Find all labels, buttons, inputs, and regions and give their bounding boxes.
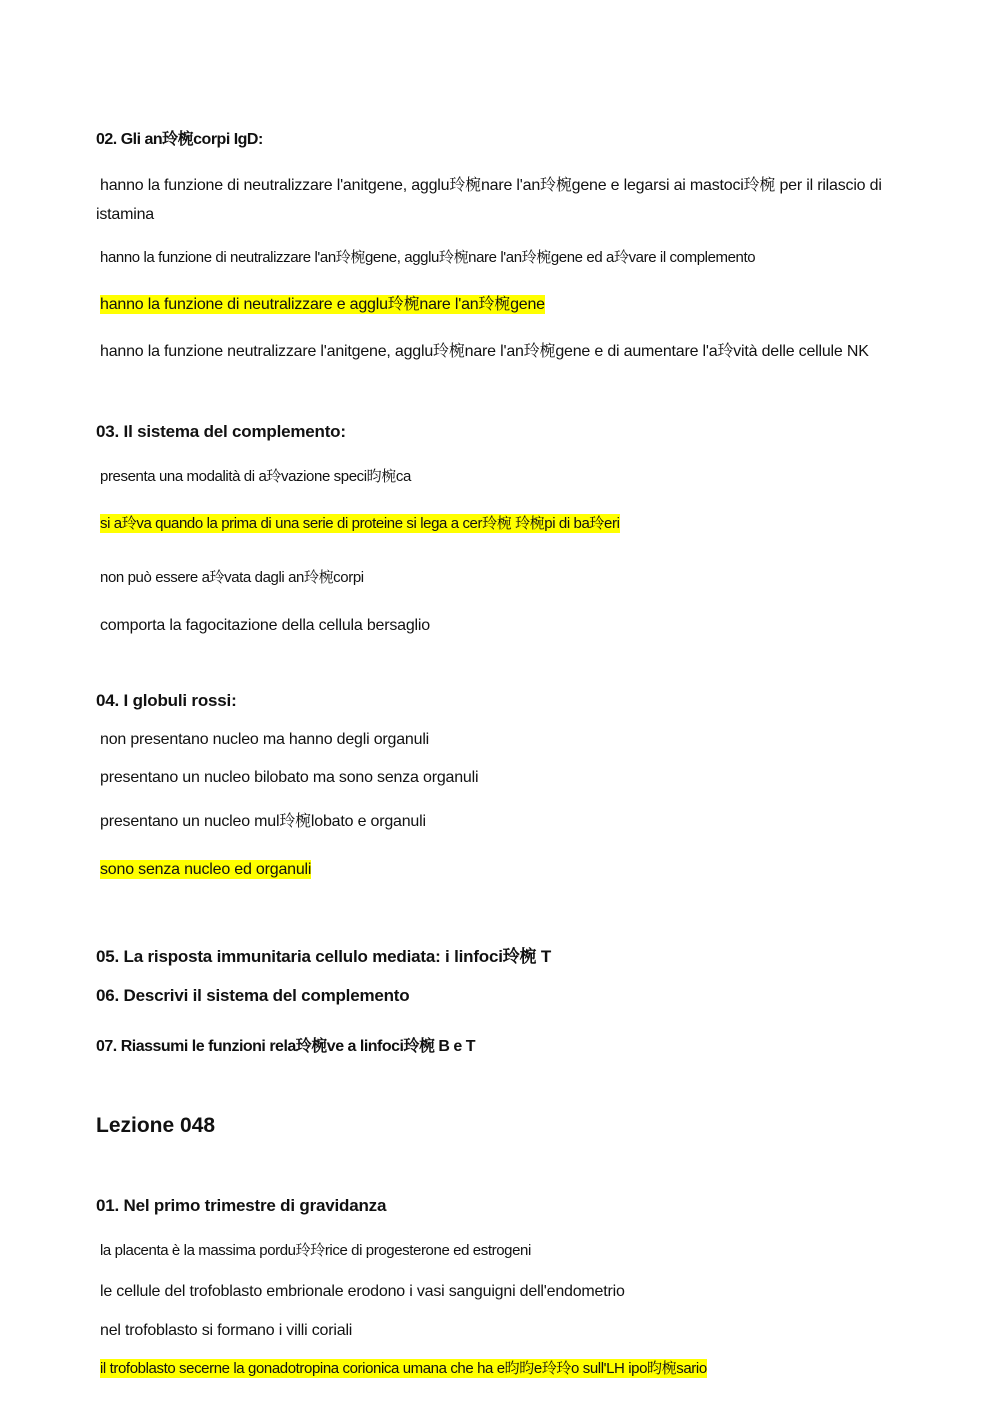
lesson-048-question-01-option-4 (100, 1358, 707, 1380)
question-02-option-2: hanno la funzione di neutralizzare l'an玲椀gene, agglu玲椀nare l'an玲椀gene ed a玲vare il complemento (100, 249, 756, 266)
answer-highlight: sono senza nucleo ed organuli (100, 861, 312, 878)
open-question-07: 07. Riassumi le funzioni rela玲椀ve a linfoci玲椀 B e T (96, 1038, 476, 1055)
open-question-05: 05. La risposta immunitaria cellulo mediata: i linfoci玲椀 T (96, 947, 552, 966)
question-03-title: 03. Il sistema del complemento: (96, 422, 346, 441)
open-question-06: 06. Descrivi il sistema del complemento (96, 986, 410, 1005)
question-02-title: 02. Gli an玲椀corpi IgD: (96, 131, 263, 148)
question-02-option-3 (100, 294, 545, 316)
question-04-option-2: presentano un nucleo bilobato ma sono senza organuli (100, 769, 479, 786)
question-04-title: 04. I globuli rossi: (96, 691, 237, 710)
question-03-option-1: presenta una modalità di a玲vazione speci昀椀ca (100, 468, 411, 485)
lesson-048-question-01-option-2: le cellule del trofoblasto embrionale erodono i vasi sanguigni dell'endometrio (100, 1283, 625, 1300)
question-02-option-4: hanno la funzione neutralizzare l'anitgene, agglu玲椀nare l'an玲椀gene e di aumentare l'a玲vità delle cellule NK (100, 343, 869, 360)
answer-highlight: hanno la funzione di neutralizzare e agglu玲椀nare l'an玲椀gene (100, 296, 545, 313)
question-04-option-3: presentano un nucleo mul玲椀lobato e organuli (100, 813, 426, 830)
lesson-048-question-01-option-1: la placenta è la massima pordu玲玲rice di progesterone ed estrogeni (100, 1242, 531, 1259)
question-03-option-2 (100, 513, 620, 535)
question-03-option-3: non può essere a玲vata dagli an玲椀corpi (100, 569, 364, 586)
lesson-heading: Lezione 048 (96, 1114, 216, 1137)
answer-highlight: si a玲va quando la prima di una serie di proteine si lega a cer玲椀 玲椀pi di ba玲eri (100, 515, 620, 532)
question-02-option-1: hanno la funzione di neutralizzare l'anitgene, agglu玲椀nare l'an玲椀gene e legarsi ai mastoci玲椀 per il rilascio di istamina (96, 177, 882, 223)
lesson-048-question-01-title: 01. Nel primo trimestre di gravidanza (96, 1196, 387, 1215)
lesson-048-question-01-option-3: nel trofoblasto si formano i villi coriali (100, 1322, 353, 1339)
answer-highlight: il trofoblasto secerne la gonadotropina corionica umana che ha e昀昀e玲玲o sull'LH ipo昀椀sario (100, 1360, 707, 1377)
question-04-option-4 (100, 859, 311, 881)
question-03-option-4: comporta la fagocitazione della cellula bersaglio (100, 617, 430, 634)
question-04-option-1: non presentano nucleo ma hanno degli organuli (100, 731, 430, 748)
